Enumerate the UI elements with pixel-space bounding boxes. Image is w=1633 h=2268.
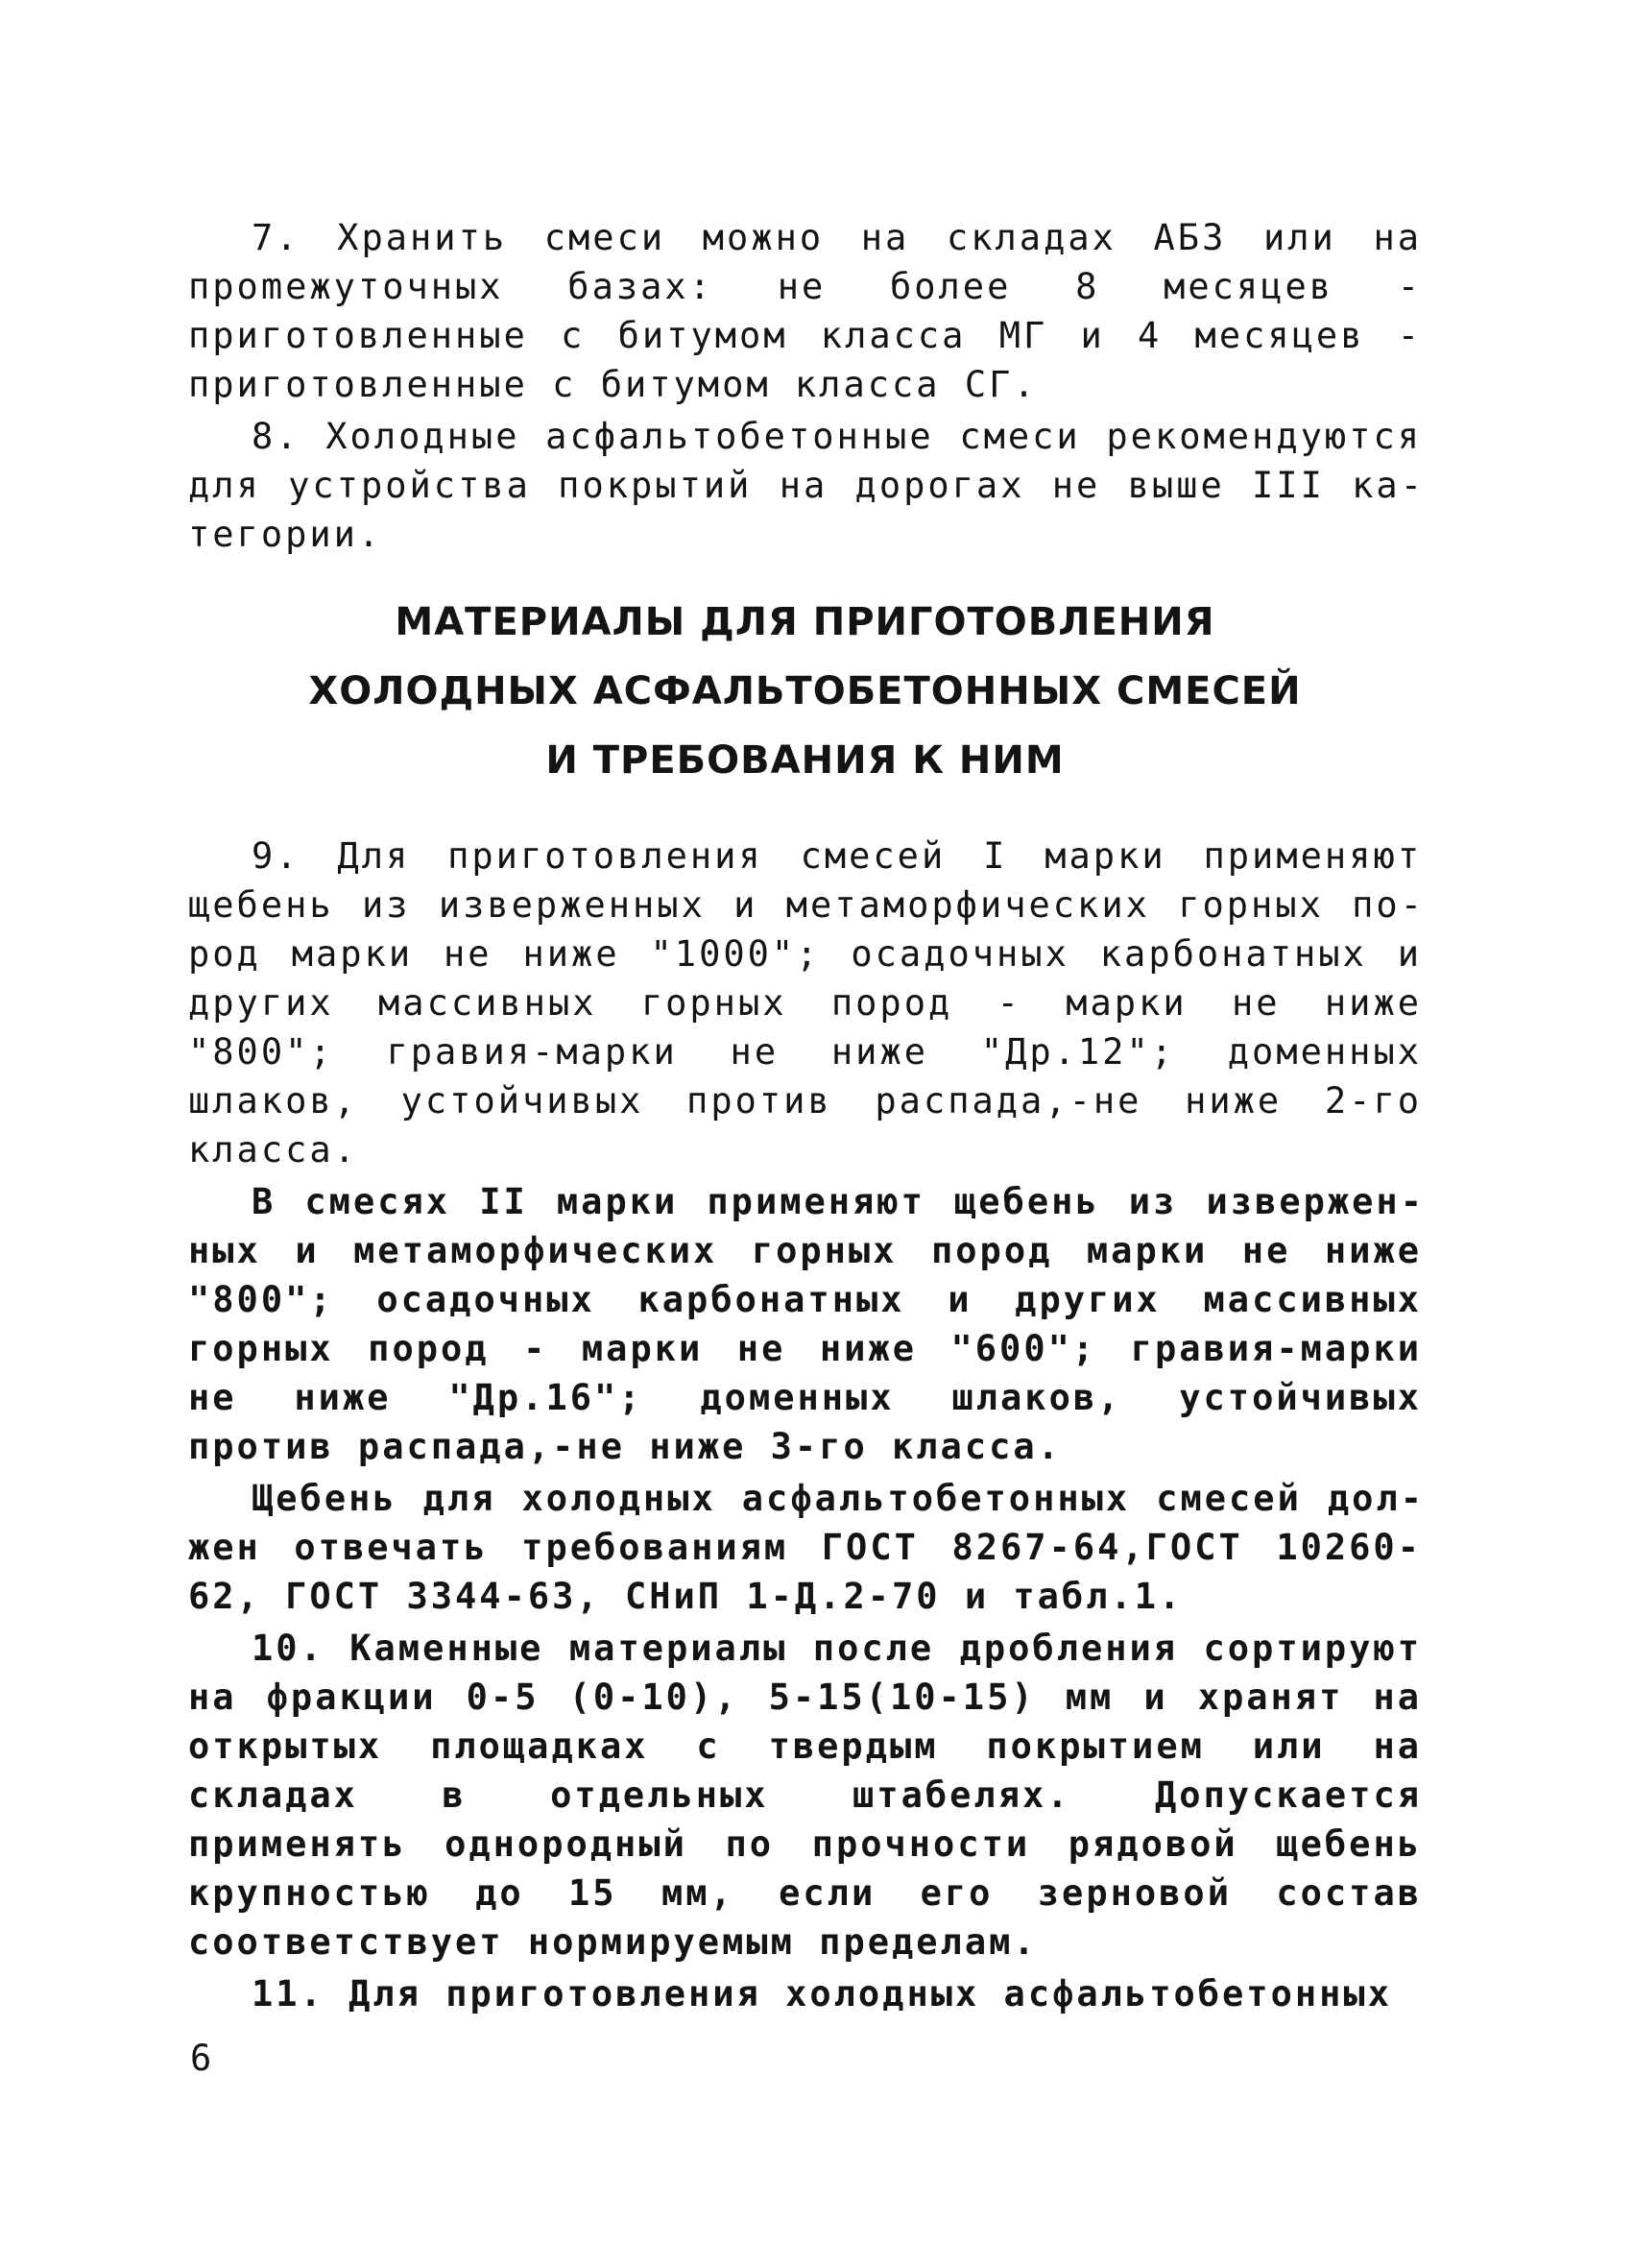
paragraph-9-standards: Щебень для холодных асфальтобетонных смесей должен отвечать требованиям ГОСТ 8267-64,ГОСТ 10260-62, ГОСТ 3344-63, СНиП 1-Д.2-70 и табл.1.	[188, 1478, 1422, 1617]
page-number: 6	[190, 2038, 212, 2079]
paragraph-11: 11. Для приготовления холодных асфальтобетонных	[252, 1973, 1392, 2015]
section-heading-line-3: И ТРЕБОВАНИЯ К НИМ	[545, 738, 1065, 783]
paragraph-8: 8. Холодные асфальтобетонные смеси рекомендуются для устройства покрытий на дорогах не выше III категории.	[188, 416, 1422, 555]
paragraph-7: 7. Хранить смеси можно на складах АБЗ или на проmежуточных базах: не более 8 месяцев - приготовленные с битумом класса МГ и 4 месяцев - приготовленные с битумом класса СГ.	[188, 217, 1422, 405]
paragraph-9-grade-2: В смесях II марки применяют щебень из изверженных и метаморфических горных пород марки не ниже "800"; осадочных карбонатных и других массивных горных пород - марки не ниже "600"; гравия-марки не ниже "Др.16"; доменных шлаков, устойчивых против распада,-не ниже 3-го класса.	[188, 1181, 1422, 1467]
paragraph-9: 9. Для приготовления смесей I марки применяют щебень из изверженных и метаморфических горных пород марки не ниже "1000"; осадочных карбонатных и других массивных горных пород - марки не ниже "800"; гравия-марки не ниже "Др.12"; доменных шлаков, устойчивых против распада,-не ниже 2-го класса.	[188, 835, 1422, 1170]
section-heading	[188, 588, 1422, 795]
main-text-block	[188, 832, 1422, 2018]
paragraph-10: 10. Каменные материалы после дробления сортируют на фракции 0-5 (0-10), 5-15(10-15) мм и хранят на открытых площадках с твердым покрытием или на складах в отдельных штабелях. Допускается применять однородный по прочности рядовой щебень крупностью до 15 мм, если его зерновой состав соответствует нормируемым пределам.	[188, 1628, 1422, 1963]
intro-text-block	[188, 213, 1422, 559]
section-heading-line-1: МАТЕРИАЛЫ ДЛЯ ПРИГОТОВЛЕНИЯ	[395, 600, 1215, 644]
section-heading-line-2: ХОЛОДНЫХ АСФАЛЬТОБЕТОННЫХ СМЕСЕЙ	[308, 669, 1302, 713]
